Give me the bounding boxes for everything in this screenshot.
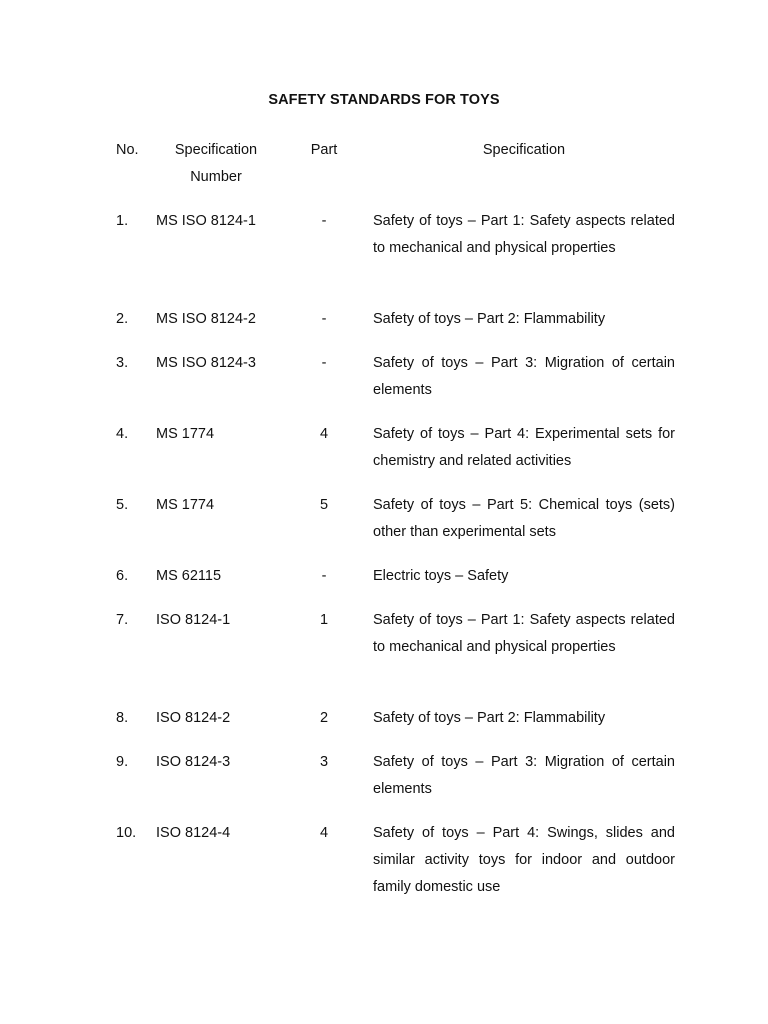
row-specification: Safety of toys – Part 5: Chemical toys (sets) other than experimental sets	[373, 497, 675, 540]
row-specification: Safety of toys – Part 3: Migration of certain elements	[373, 355, 675, 398]
row-spec-number: ISO 8124-2	[156, 710, 231, 726]
row-spec-number: MS 1774	[156, 497, 215, 513]
row-part: 2	[319, 710, 329, 726]
row-specification: Safety of toys – Part 4: Swings, slides and similar activity toys for indoor and outdoor family domestic use	[373, 825, 675, 895]
row-no: 5.	[116, 497, 129, 513]
table-row	[0, 421, 768, 475]
row-part: 4	[319, 825, 329, 841]
row-no: 3.	[116, 355, 129, 371]
header-spec-number-line2: Number	[190, 169, 242, 185]
row-part: 3	[319, 754, 329, 770]
row-spec-number: ISO 8124-4	[156, 825, 231, 841]
row-spec-number: MS 62115	[156, 568, 222, 584]
header-specification: Specification	[482, 142, 566, 158]
document-title: SAFETY STANDARDS FOR TOYS	[268, 92, 500, 108]
table-row	[0, 208, 768, 289]
row-no: 2.	[116, 311, 129, 327]
row-part: -	[321, 213, 327, 229]
header-spec-number-line1: Specification	[174, 142, 258, 158]
row-part: 1	[319, 612, 329, 628]
header-part: Part	[310, 142, 338, 158]
row-spec-number: ISO 8124-3	[156, 754, 231, 770]
table-row	[0, 749, 768, 803]
row-spec-number: MS ISO 8124-1	[156, 213, 256, 229]
row-part: -	[321, 311, 327, 327]
header-no: No.	[116, 142, 139, 158]
row-spec-number: MS 1774	[156, 426, 215, 442]
row-no: 9.	[116, 754, 129, 770]
row-part: 5	[319, 497, 329, 513]
header-spec-number	[160, 137, 272, 191]
table-row	[0, 563, 768, 590]
standards-table	[0, 208, 768, 918]
row-specification: Safety of toys – Part 3: Migration of certain elements	[373, 754, 675, 797]
row-specification: Safety of toys – Part 1: Safety aspects related to mechanical and physical properties	[373, 612, 675, 655]
table-row	[0, 820, 768, 901]
row-specification: Safety of toys – Part 2: Flammability	[373, 710, 606, 726]
row-part: 4	[319, 426, 329, 442]
row-part: -	[321, 355, 327, 371]
row-no: 6.	[116, 568, 129, 584]
row-spec-number: MS ISO 8124-2	[156, 311, 256, 327]
row-spec-number: ISO 8124-1	[156, 612, 231, 628]
row-no: 10.	[116, 825, 137, 841]
row-spec-number: MS ISO 8124-3	[156, 355, 256, 371]
row-specification: Safety of toys – Part 4: Experimental sets for chemistry and related activities	[373, 426, 675, 469]
row-no: 8.	[116, 710, 129, 726]
row-specification: Safety of toys – Part 1: Safety aspects related to mechanical and physical properties	[373, 213, 675, 256]
table-row	[0, 492, 768, 546]
table-row	[0, 607, 768, 688]
row-part: -	[321, 568, 327, 584]
row-no: 1.	[116, 213, 129, 229]
table-row	[0, 306, 768, 333]
row-no: 7.	[116, 612, 129, 628]
table-row	[0, 705, 768, 732]
row-specification: Safety of toys – Part 2: Flammability	[373, 311, 606, 327]
table-row	[0, 350, 768, 404]
row-no: 4.	[116, 426, 129, 442]
row-specification: Electric toys – Safety	[373, 568, 509, 584]
